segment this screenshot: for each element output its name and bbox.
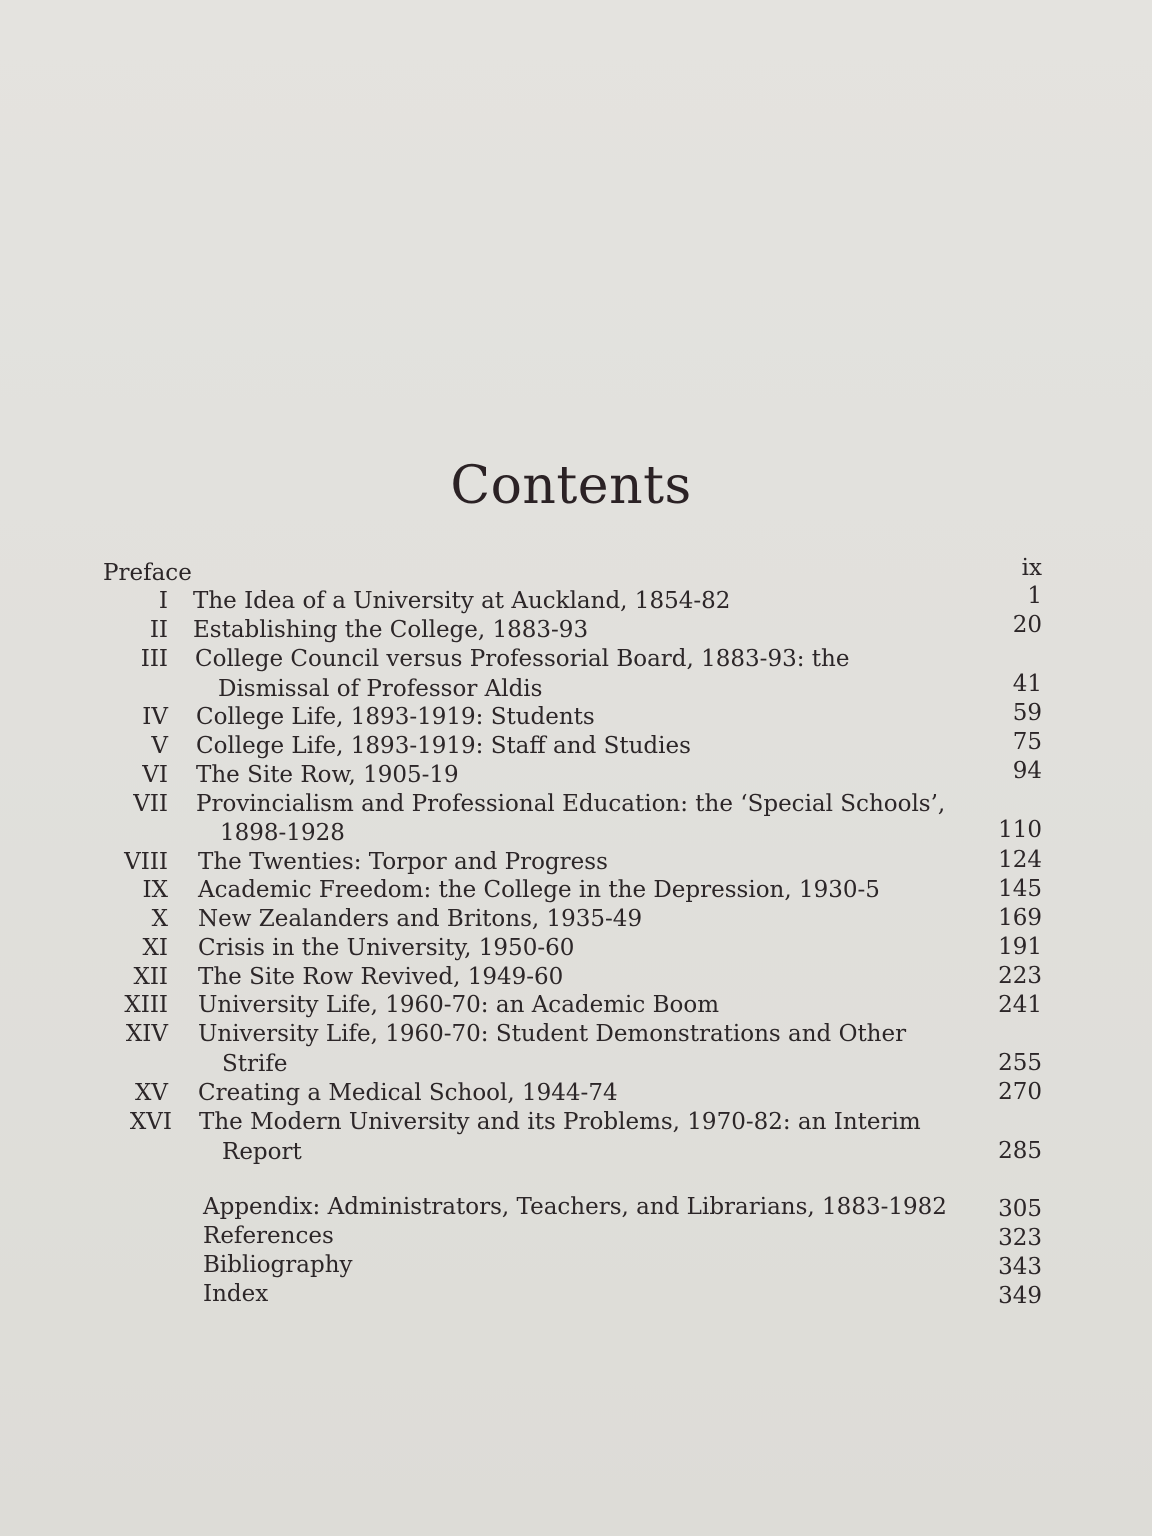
chapter-title: Creating a Medical School, 1944-74 [198,1080,618,1106]
chapter-title-continued: Strife [222,1051,288,1077]
index-title: Index [203,1281,269,1307]
chapter-title: The Site Row Revived, 1949-60 [198,964,564,990]
chapter-number: VI [142,762,168,788]
bibliography-page: 343 [998,1254,1042,1280]
chapter-page: 191 [998,934,1042,960]
chapter-number: IX [142,877,168,903]
chapter-page: 94 [1012,758,1042,784]
chapter-title-continued: Report [222,1139,302,1165]
chapter-title: University Life, 1960-70: Student Demonstrations and Other [198,1021,907,1047]
chapter-number: XIII [124,992,168,1018]
chapter-page: 223 [998,963,1042,989]
references-title: References [203,1223,334,1249]
chapter-title: The Idea of a University at Auckland, 1854-82 [193,588,731,614]
chapter-number: X [151,906,168,932]
index-page: 349 [998,1283,1042,1309]
bibliography-title: Bibliography [203,1252,353,1278]
chapter-number: VIII [124,849,168,875]
page-title: Contents [450,456,692,516]
chapter-page: 1 [1027,583,1042,609]
chapter-number: XVI [129,1109,172,1135]
chapter-page: 241 [998,992,1042,1018]
references-page: 323 [998,1225,1042,1251]
chapter-page: 285 [998,1138,1042,1164]
chapter-page: 270 [998,1079,1042,1105]
appendix-page: 305 [998,1196,1042,1222]
chapter-title-continued: 1898-1928 [220,820,345,846]
chapter-number: XII [133,964,168,990]
chapter-title: Establishing the College, 1883-93 [193,617,589,643]
chapter-page: 110 [998,817,1042,843]
chapter-number: XV [135,1080,168,1106]
chapter-page: 75 [1012,729,1042,755]
chapter-page: 41 [1012,671,1042,697]
chapter-title: The Modern University and its Problems, 1970-82: an Interim [199,1109,921,1135]
chapter-title: The Site Row, 1905-19 [196,762,459,788]
chapter-title: The Twenties: Torpor and Progress [198,849,608,875]
chapter-page: 169 [998,905,1042,931]
preface-label: Preface [103,560,192,586]
preface-page: ix [1021,555,1042,581]
chapter-title: Provincialism and Professional Education: the ‘Special Schools’, [196,791,946,817]
chapter-title-continued: Dismissal of Professor Aldis [218,676,543,702]
chapter-title: College Life, 1893-1919: Students [196,704,595,730]
chapter-page: 20 [1012,612,1042,638]
chapter-number: XIV [125,1021,168,1047]
chapter-title: University Life, 1960-70: an Academic Boom [198,992,720,1018]
appendix-title: Appendix: Administrators, Teachers, and Librarians, 1883-1982 [203,1194,947,1220]
chapter-title: New Zealanders and Britons, 1935-49 [198,906,643,932]
chapter-title: Academic Freedom: the College in the Depression, 1930-5 [198,877,880,903]
chapter-page: 255 [998,1050,1042,1076]
chapter-page: 145 [998,876,1042,902]
chapter-page: 124 [998,847,1042,873]
chapter-number: VII [133,791,168,817]
chapter-number: IV [142,704,168,730]
chapter-number: III [140,646,168,672]
chapter-number: I [158,588,168,614]
chapter-page: 59 [1012,700,1042,726]
chapter-title: College Life, 1893-1919: Staff and Studies [196,733,691,759]
chapter-number: XI [142,935,168,961]
chapter-title: Crisis in the University, 1950-60 [198,935,575,961]
chapter-number: V [151,733,168,759]
chapter-title: College Council versus Professorial Board, 1883-93: the [195,646,850,672]
chapter-number: II [149,617,168,643]
